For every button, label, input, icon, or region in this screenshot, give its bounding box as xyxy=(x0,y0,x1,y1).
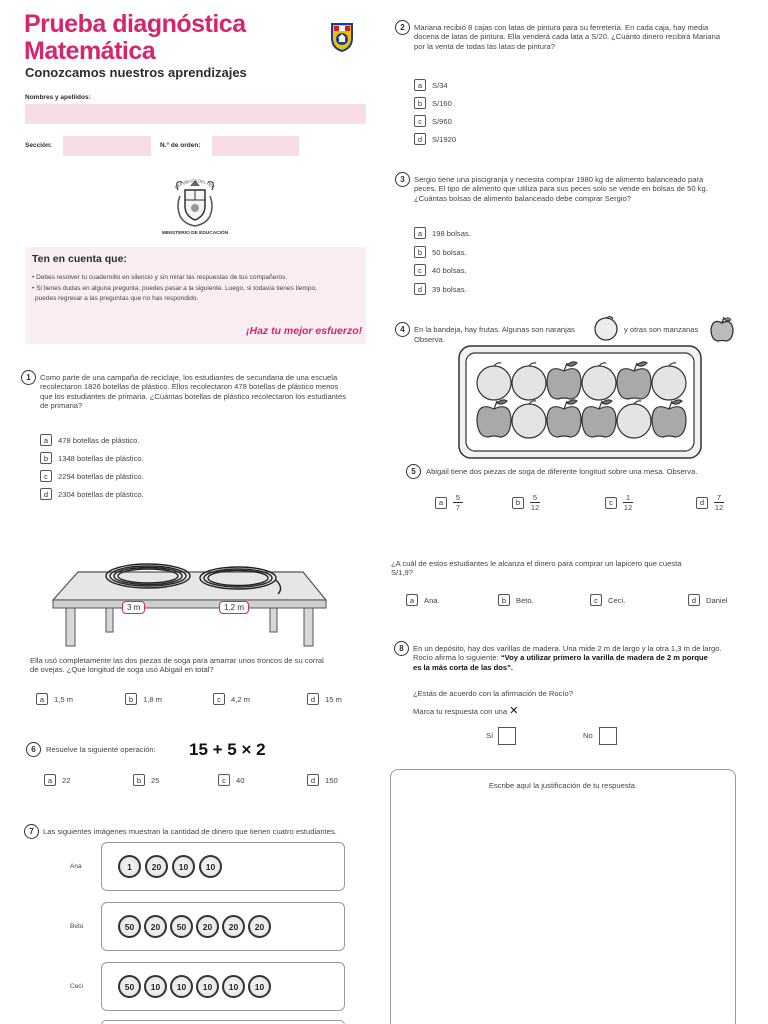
coin: 10 xyxy=(172,855,195,878)
question-8-quote-1: “Voy a utilizar primero la varilla de madera de 2 m porque xyxy=(500,653,708,663)
option-text: 478 botellas de plástico. xyxy=(58,435,140,445)
pencil-option-a[interactable] xyxy=(406,594,440,606)
coin: 50 xyxy=(170,915,193,938)
pencil-option-c[interactable] xyxy=(590,594,625,606)
question-2-number: 2 xyxy=(395,20,410,35)
option-letter: a xyxy=(40,434,52,446)
q5-fraction-option-a[interactable] xyxy=(435,493,463,512)
section-field[interactable] xyxy=(63,136,151,156)
question-4-text-2: y otras son manzanas xyxy=(624,325,699,334)
notes-title: Ten en cuenta que: xyxy=(32,253,127,265)
pencil-option-d[interactable] xyxy=(688,594,728,606)
fruit-tray-illustration xyxy=(458,345,702,459)
no-label: No xyxy=(583,731,593,740)
question-1-line: que los estudiantes de primaria. ¿Cuántas botellas de plástico recolectaron los estudiantes xyxy=(40,391,347,401)
student-name-ana: Ana xyxy=(70,863,82,870)
option-text: 40 xyxy=(236,775,245,785)
coin: 20 xyxy=(144,915,167,938)
option-letter: c xyxy=(40,470,52,482)
orange-icon xyxy=(593,315,619,341)
question-3-number: 3 xyxy=(395,172,410,187)
q1-option-a[interactable] xyxy=(40,434,139,446)
question-8-number: 8 xyxy=(394,641,409,656)
option-letter: a xyxy=(435,497,447,509)
option-letter: a xyxy=(406,594,418,606)
question-1-number: 1 xyxy=(21,370,36,385)
option-text: 1348 botellas de plástico. xyxy=(58,453,144,463)
option-letter: b xyxy=(40,452,52,464)
student-name-beto: Beto xyxy=(70,923,84,930)
q1-option-c[interactable] xyxy=(40,470,144,482)
page-subtitle: Conozcamos nuestros aprendizajes xyxy=(25,65,247,80)
justification-box[interactable] xyxy=(390,769,736,1024)
question-5-line: de ovejas. ¿Qué longitud de soga usó Abigail en total? xyxy=(30,665,214,675)
option-text: 40 bolsas. xyxy=(432,265,467,275)
coin: 20 xyxy=(222,915,245,938)
option-letter: a xyxy=(414,227,426,239)
q6-option-c[interactable] xyxy=(218,774,244,786)
option-text: 4,2 m xyxy=(231,694,250,704)
q5-option-c[interactable] xyxy=(213,693,250,705)
fraction-denominator: 12 xyxy=(714,503,724,512)
q3-option-b[interactable] xyxy=(414,246,467,258)
option-text: 39 bolsas. xyxy=(432,284,467,294)
question-1-line: recolectaron 1826 botellas de plástico. Ellos recolectaron 478 botellas de plástico menos xyxy=(40,382,339,392)
fraction xyxy=(623,493,633,512)
rope-1-length: 3 m xyxy=(122,601,145,614)
option-letter: d xyxy=(414,283,426,295)
coin: 10 xyxy=(222,975,245,998)
coin: 20 xyxy=(248,915,271,938)
option-letter: b xyxy=(498,594,510,606)
svg-text:REPÚBLICA DEL PERÚ: REPÚBLICA DEL PER xyxy=(173,177,216,190)
coin: 50 xyxy=(118,975,141,998)
fraction-denominator: 12 xyxy=(530,503,540,512)
coin: 10 xyxy=(170,975,193,998)
pencil-option-b[interactable] xyxy=(498,594,534,606)
option-text: S/34 xyxy=(432,80,448,90)
question-2-line: docena de latas de pintura. Ella venderá cada lata a S/20. ¿Cuánto dinero recibirá Mariana xyxy=(414,32,721,42)
question-7-text: Las siguientes imágenes muestran la cantidad de dinero que tienen cuatro estudiantes. xyxy=(43,827,337,836)
question-5-text-after xyxy=(30,656,380,675)
option-letter: c xyxy=(213,693,225,705)
coins-ceci xyxy=(118,975,271,998)
coin: 10 xyxy=(248,975,271,998)
option-letter: a xyxy=(44,774,56,786)
section-label: Sección: xyxy=(25,142,53,149)
q5-option-d[interactable] xyxy=(307,693,342,705)
coin: 1 xyxy=(118,855,141,878)
question-5-text: Abigail tiene dos piezas de soga de diferente longitud sobre una mesa. Observa. xyxy=(426,467,698,476)
question-7-number: 7 xyxy=(24,824,39,839)
apple-icon xyxy=(708,315,736,343)
fraction-numerator: 7 xyxy=(716,493,722,502)
fraction xyxy=(453,493,463,512)
question-2-text xyxy=(414,23,759,51)
question-3-line: ¿Cuántas bolsas de alimento balanceado debe comprar Sergio? xyxy=(414,193,631,203)
option-text: 1,8 m xyxy=(143,694,162,704)
money-row-daniel-partial xyxy=(101,1020,345,1024)
question-5-number: 5 xyxy=(406,464,421,479)
option-text: S/160 xyxy=(432,98,452,108)
question-5-line: Ella usó completamente las dos piezas de soga para amarrar unos troncos de su corral xyxy=(30,656,324,665)
coin: 20 xyxy=(145,855,168,878)
option-text: 22 xyxy=(62,775,71,785)
question-1-text xyxy=(40,373,370,411)
option-letter: c xyxy=(414,115,426,127)
coins-ana xyxy=(118,855,222,878)
option-text: 50 bolsas. xyxy=(432,247,467,257)
q2-option-d[interactable] xyxy=(414,133,456,145)
page-title-line-1: Prueba diagnóstica xyxy=(24,10,246,38)
q2-option-a[interactable] xyxy=(414,79,448,91)
yes-checkbox[interactable] xyxy=(498,727,516,745)
q5-option-a[interactable] xyxy=(36,693,73,705)
q2-option-c[interactable] xyxy=(414,115,452,127)
option-letter: b xyxy=(133,774,145,786)
option-text: Daniel xyxy=(706,595,728,605)
rope-2-length: 1,2 m xyxy=(219,601,249,614)
fraction-numerator: 1 xyxy=(625,493,631,502)
option-letter: b xyxy=(414,97,426,109)
fraction xyxy=(714,493,724,512)
coin: 20 xyxy=(196,915,219,938)
justification-label: Escribe aquí la justificación de tu respuesta. xyxy=(488,781,638,790)
option-letter: b xyxy=(414,246,426,258)
question-6-number: 6 xyxy=(26,742,41,757)
option-text: S/1920 xyxy=(432,134,457,144)
question-3-line: peces. El tipo de alimento que utiliza para sus peces solo se vende en bolsas de 50 kg. xyxy=(414,184,708,194)
question-2-line: por la venta de todas las latas de pintura? xyxy=(414,41,555,51)
q6-option-a[interactable] xyxy=(44,774,70,786)
question-8-lead: Rocío afirma lo siguiente: xyxy=(413,653,499,663)
option-letter: b xyxy=(125,693,137,705)
option-letter: a xyxy=(36,693,48,705)
notes-slogan: ¡Haz tu mejor esfuerzo! xyxy=(246,325,363,337)
coins-beto xyxy=(118,915,271,938)
notes-item-3: puedes regresar a las preguntas que no has respondido. xyxy=(35,295,199,302)
question-8-quote-2: es la más corta de las dos”. xyxy=(413,662,514,672)
yes-label: Sí xyxy=(486,731,494,740)
q3-option-c[interactable] xyxy=(414,264,467,276)
question-4-text-1: En la bandeja, hay frutas. Algunas son naranjas xyxy=(414,325,575,334)
question-3-line: Sergio tiene una piscigranja y necesita comprar 1980 kg de alimento balanceado para xyxy=(414,175,704,184)
option-text: Ceci. xyxy=(608,595,626,605)
option-text: Ana. xyxy=(424,595,440,605)
q5-fraction-option-b[interactable] xyxy=(512,493,540,512)
table-with-ropes-illustration xyxy=(48,552,333,647)
question-4-number: 4 xyxy=(395,322,410,337)
mark-instruction: Marca tu respuesta con una xyxy=(413,707,508,716)
question-2-line: Mariana recibió 8 cajas con latas de pintura para su ferretería. En cada caja, hay media xyxy=(414,23,709,32)
question-8-text xyxy=(413,644,763,672)
question-8-instruction xyxy=(413,707,518,716)
emblem-icon xyxy=(328,20,356,52)
question-6-operation: 15 + 5 × 2 xyxy=(189,740,266,759)
coin: 10 xyxy=(199,855,222,878)
option-letter: c xyxy=(414,264,426,276)
question-8-agree: ¿Estás de acuerdo con la afirmación de Rocío? xyxy=(413,689,573,698)
option-letter: c xyxy=(590,594,602,606)
option-letter: a xyxy=(414,79,426,91)
coin: 10 xyxy=(144,975,167,998)
option-text: 15 m xyxy=(325,694,342,704)
question-1-line: Como parte de una campaña de reciclaje, los estudiantes de secundaria de una escuela xyxy=(40,373,338,382)
option-text: 1,5 m xyxy=(54,694,73,704)
seal-arc-text xyxy=(172,175,218,191)
option-text: 150 xyxy=(325,775,338,785)
q3-option-d[interactable] xyxy=(414,283,467,295)
option-text: 2304 botellas de plástico. xyxy=(58,489,144,499)
option-text: S/960 xyxy=(432,116,452,126)
pencil-question-text xyxy=(391,559,761,578)
page-title-line-2: Matemática xyxy=(24,37,156,65)
q1-option-d[interactable] xyxy=(40,488,144,500)
name-label: Nombres y apellidos: xyxy=(25,94,91,101)
order-field[interactable] xyxy=(212,136,299,156)
fraction-numerator: 5 xyxy=(455,493,461,502)
q2-option-b[interactable] xyxy=(414,97,452,109)
option-letter: b xyxy=(512,497,524,509)
option-letter: d xyxy=(307,693,319,705)
fraction-denominator: 7 xyxy=(455,503,461,512)
q6-option-b[interactable] xyxy=(133,774,159,786)
coin: 50 xyxy=(118,915,141,938)
coin: 10 xyxy=(196,975,219,998)
pencil-question-line: ¿A cuál de estos estudiantes le alcanza el dinero para comprar un lapicero que cuesta xyxy=(391,559,682,568)
q5-fraction-option-c[interactable] xyxy=(605,493,633,512)
fraction-denominator: 12 xyxy=(623,503,633,512)
student-name-ceci: Ceci xyxy=(70,983,84,990)
fraction xyxy=(530,493,540,512)
q6-option-d[interactable] xyxy=(307,774,338,786)
option-letter: d xyxy=(414,133,426,145)
pencil-question-line: S/1,9? xyxy=(391,568,413,578)
q5-fraction-option-d[interactable] xyxy=(696,493,724,512)
option-letter: d xyxy=(40,488,52,500)
name-field[interactable] xyxy=(25,104,366,124)
notes-item-1: • Debes resolver tu cuadernillo en silencio y sin mirar las respuestas de tus compañeros. xyxy=(32,274,288,281)
x-mark-icon: ✕ xyxy=(509,705,519,717)
option-letter: c xyxy=(605,497,617,509)
option-text: 2294 botellas de plástico. xyxy=(58,471,144,481)
question-3-text xyxy=(414,175,759,203)
notes-item-2: • Si tienes dudas en alguna pregunta, puedes pasar a la siguiente. Luego, si todavía tienes tiempo, xyxy=(32,285,317,292)
q1-option-b[interactable] xyxy=(40,452,144,464)
question-4-text-3: Observa. xyxy=(414,335,445,344)
option-letter: d xyxy=(307,774,319,786)
option-text: 25 xyxy=(151,775,160,785)
question-8-line: En un depósito, hay dos varillas de madera. Una mide 2 m de largo y la otra 1,3 m de largo. xyxy=(413,644,722,653)
ministry-label: MINISTERIO DE EDUCACIÓN xyxy=(161,231,229,236)
option-letter: d xyxy=(688,594,700,606)
fraction-numerator: 5 xyxy=(532,493,538,502)
no-checkbox[interactable] xyxy=(599,727,617,745)
question-1-line: de primaria? xyxy=(40,401,83,411)
q5-option-b[interactable] xyxy=(125,693,162,705)
option-letter: c xyxy=(218,774,230,786)
option-letter: d xyxy=(696,497,708,509)
question-6-text: Resuelve la siguiente operación: xyxy=(46,745,156,754)
option-text: Beto. xyxy=(516,595,534,605)
q3-option-a[interactable] xyxy=(414,227,471,239)
order-label: N.° de orden: xyxy=(160,142,201,149)
option-text: 198 bolsas. xyxy=(432,228,471,238)
